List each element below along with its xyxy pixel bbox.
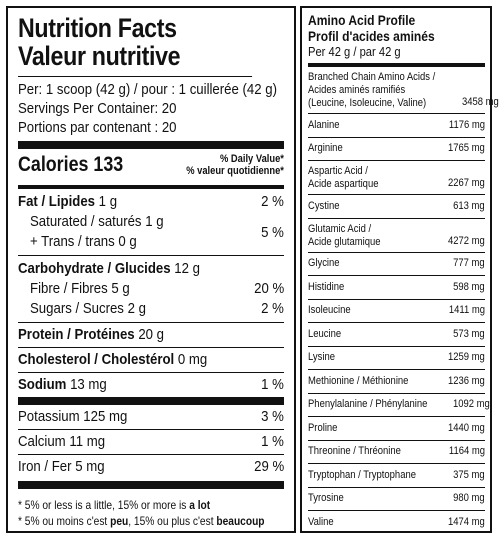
- amino-row: [308, 346, 485, 370]
- amino-value: 1164 mg: [448, 445, 485, 458]
- sodium-row: [18, 372, 284, 397]
- amino-name: [308, 516, 334, 529]
- calcium-label: Calcium: [18, 433, 66, 450]
- amino-name: [308, 422, 337, 435]
- dv-header-fr: % valeur quotidienne*: [186, 165, 284, 177]
- potassium-amount: 125 mg: [83, 408, 128, 425]
- amino-name-line: Isoleucine: [308, 304, 351, 317]
- amino-name: [308, 398, 427, 411]
- amino-name: [308, 375, 408, 388]
- carb-label: Carbohydrate / Glucides: [18, 260, 171, 277]
- amino-name-line: Lysine: [308, 351, 335, 364]
- amino-row: [308, 440, 485, 464]
- amino-name-line: Valine: [308, 515, 334, 528]
- saturated-label: Saturated / saturés: [30, 213, 142, 230]
- amino-table: [308, 63, 499, 534]
- amino-value: 777 mg: [453, 257, 485, 270]
- protein-label: Protein / Protéines: [18, 326, 135, 343]
- amino-name: [308, 71, 435, 113]
- amino-value: 1259 mg: [448, 351, 485, 364]
- fat-row: [18, 192, 284, 212]
- iron-row: [18, 454, 284, 481]
- amino-row: [308, 322, 485, 346]
- trans-label: + Trans / trans: [30, 233, 115, 250]
- dv-header-en: % Daily Value*: [220, 153, 284, 165]
- trans-row: [30, 232, 164, 252]
- amino-name-line: Cystine: [308, 199, 340, 212]
- potassium-label: Potassium: [18, 408, 80, 425]
- amino-name: [308, 165, 378, 194]
- fat-section: [18, 185, 284, 255]
- calcium-dv: 1 %: [261, 433, 284, 450]
- nutrition-title-en: Nutrition Facts: [18, 13, 177, 43]
- amino-row: [308, 510, 485, 534]
- amino-row: [308, 218, 485, 252]
- amino-title-fr: Profil d'acides aminés: [308, 28, 435, 44]
- amino-name-line: Branched Chain Amino Acids /: [308, 71, 436, 83]
- amino-name: [308, 351, 335, 364]
- footnote-fr: * 5% ou moins c'est peu, 15% ou plus c'est beaucoup: [18, 514, 265, 528]
- cholesterol-row: [18, 347, 284, 372]
- calcium-amount: 11 mg: [69, 433, 106, 450]
- amino-value: 1411 mg: [448, 304, 485, 317]
- cholesterol-label: Cholesterol / Cholestérol: [18, 351, 175, 368]
- calcium-row: [18, 429, 284, 454]
- sugars-label: Sugars / Sucres: [30, 300, 124, 317]
- fibre-row: [18, 279, 284, 299]
- amino-row: [308, 393, 490, 417]
- sodium-dv: 1 %: [261, 376, 284, 393]
- amino-value: 980 mg: [453, 492, 485, 505]
- potassium-dv: 3 %: [261, 408, 284, 425]
- protein-amount: 20 g: [138, 326, 165, 343]
- amino-name: [308, 304, 351, 317]
- amino-per: Per 42 g / par 42 g: [308, 44, 401, 59]
- iron-dv: 29 %: [253, 458, 284, 475]
- servings-per-container-en: Servings Per Container: 20: [18, 100, 177, 117]
- amino-name: [308, 445, 401, 458]
- amino-name-line: Proline: [308, 421, 338, 434]
- amino-row: [308, 275, 485, 299]
- amino-value: 598 mg: [453, 280, 485, 293]
- sodium-amount: 13 mg: [70, 376, 107, 393]
- amino-value: 1176 mg: [448, 118, 485, 131]
- amino-name-line: Acide glutamique: [308, 235, 381, 248]
- fat-dv: 2 %: [261, 193, 284, 210]
- amino-name-line: (Leucine, Isoleucine, Valine): [308, 97, 427, 109]
- amino-value: 1765 mg: [448, 142, 485, 155]
- amino-name-line: Tyrosine: [308, 492, 344, 505]
- amino-name-line: Arginine: [308, 142, 343, 155]
- sugars-dv: 2 %: [261, 300, 284, 317]
- amino-row: [308, 137, 485, 161]
- potassium-row: [18, 397, 284, 429]
- amino-acid-panel: [300, 6, 499, 533]
- amino-row: [308, 252, 485, 276]
- amino-value: 2267 mg: [448, 177, 485, 189]
- carb-section: [18, 255, 284, 322]
- nutrition-facts-panel: [6, 6, 296, 533]
- saturated-amount: 1 g: [145, 213, 164, 230]
- protein-row: [18, 322, 284, 347]
- amino-row: [308, 67, 499, 113]
- amino-name-line: Glycine: [308, 257, 340, 270]
- iron-label: Iron / Fer: [18, 458, 72, 475]
- amino-name-line: Acide aspartique: [308, 178, 379, 190]
- fat-amount: 1 g: [98, 193, 118, 210]
- amino-name: [308, 492, 344, 505]
- sat-trans-group: [18, 212, 284, 255]
- fat-label: Fat / Lipides: [18, 193, 96, 210]
- amino-value: 375 mg: [453, 468, 485, 481]
- fibre-dv: 20 %: [253, 280, 284, 297]
- amino-name: [308, 257, 340, 270]
- amino-row: [308, 160, 485, 194]
- amino-row: [308, 369, 485, 393]
- amino-name-line: Tryptophan / Tryptophane: [308, 468, 416, 481]
- sodium-label: Sodium: [18, 376, 67, 393]
- footnote-en: * 5% or less is a little, 15% or more is a lot: [18, 498, 211, 512]
- amino-row: [308, 113, 485, 137]
- trans-amount: 0 g: [118, 233, 137, 250]
- amino-name: [308, 119, 340, 132]
- amino-name: [308, 469, 416, 482]
- amino-value: 1236 mg: [448, 374, 485, 387]
- amino-name: [308, 328, 341, 341]
- amino-value: 3458 mg: [461, 96, 499, 108]
- amino-name: [308, 281, 344, 294]
- amino-row: [308, 463, 485, 487]
- amino-name-line: Aspartic Acid /: [308, 165, 368, 177]
- amino-row: [308, 416, 485, 440]
- serving-size: Per: 1 scoop (42 g) / pour : 1 cuillerée (42 g): [18, 76, 252, 99]
- amino-name-line: Leucine: [308, 327, 342, 340]
- sugars-row: [18, 299, 284, 319]
- amino-name-line: Glutamic Acid /: [308, 222, 372, 235]
- fibre-amount: 5 g: [111, 280, 130, 297]
- saturated-row: [30, 212, 164, 232]
- amino-name-line: Phenylalanine / Phénylanine: [308, 398, 428, 411]
- cholesterol-amount: 0 mg: [177, 351, 208, 368]
- amino-row: [308, 487, 485, 511]
- servings-per-container-fr: Portions par contenant : 20: [18, 119, 177, 136]
- amino-row: [308, 299, 485, 323]
- amino-name: [308, 223, 381, 252]
- nutrition-title-fr: Valeur nutritive: [18, 41, 181, 71]
- calories-row: [18, 141, 284, 185]
- calories: Calories 133: [18, 153, 124, 176]
- fibre-label: Fibre / Fibres: [30, 280, 108, 297]
- daily-value-header: [186, 153, 284, 177]
- amino-name: [308, 200, 340, 213]
- sat-trans-dv: 5 %: [261, 223, 284, 241]
- amino-row: [308, 194, 485, 218]
- sugars-amount: 2 g: [127, 300, 146, 317]
- amino-name-line: Threonine / Thréonine: [308, 445, 401, 458]
- amino-title-en: Amino Acid Profile: [308, 12, 416, 28]
- amino-name-line: Histidine: [308, 280, 345, 293]
- amino-name: [308, 142, 343, 155]
- amino-name-line: Alanine: [308, 118, 340, 131]
- carb-row: [18, 259, 284, 279]
- carb-amount: 12 g: [174, 260, 200, 277]
- footnote-section: [18, 481, 284, 529]
- amino-name-line: Acides aminés ramifiés: [308, 84, 406, 96]
- amino-value: 1092 mg: [452, 398, 490, 411]
- amino-value: 573 mg: [453, 327, 485, 340]
- amino-value: 4272 mg: [448, 234, 485, 247]
- amino-name-line: Methionine / Méthionine: [308, 374, 409, 387]
- amino-value: 613 mg: [453, 199, 485, 212]
- amino-value: 1474 mg: [448, 515, 485, 528]
- amino-value: 1440 mg: [448, 421, 485, 434]
- iron-amount: 5 mg: [75, 458, 105, 475]
